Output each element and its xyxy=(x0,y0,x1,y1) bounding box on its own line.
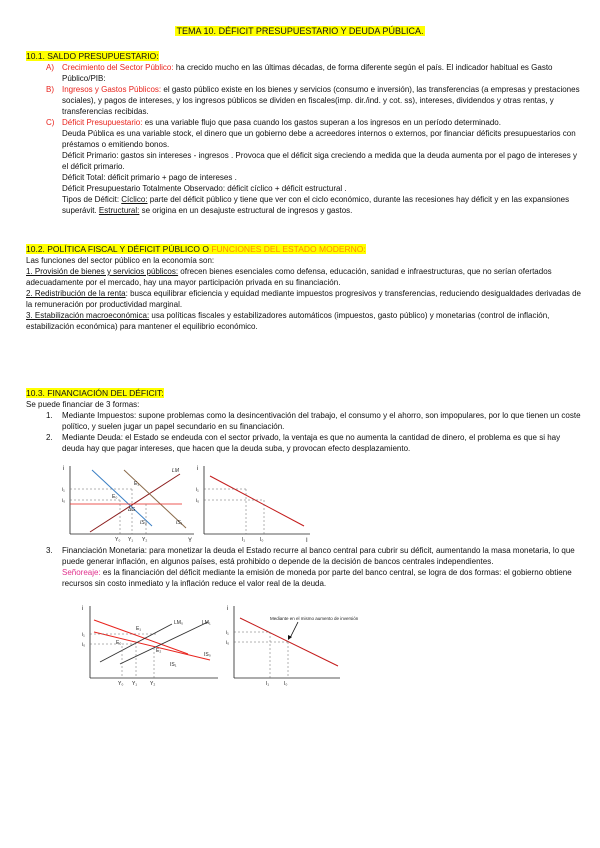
item-b: B) Ingresos y Gastos Públicos: el gasto público existe en los bienes y servicios (consumo e inversión), las transferencias (a empresas y prestaciones sociales), y pagos de intereses, y los ingresos públicos se dividen en fiscales(imp. dir./ind. y cot. ss), intereses, dividendos y otras rentas, y transferencias recibidas. xyxy=(46,85,580,116)
axis-label-i: i xyxy=(82,606,84,612)
deficit-observado-text: Déficit Presupuestario Totalmente Observado: déficit cíclico + déficit estructural . xyxy=(62,184,347,193)
label-lm1: LM₁ xyxy=(202,620,211,626)
section-financiacion-monetaria xyxy=(26,545,582,589)
tipos-deficit-text: Tipos de Déficit: Cíclico: parte del déficit público y tiene que ver con el ciclo económico, durante las recesiones hay déficit y en las expansiones superávit. Estructural: se origina en un desajuste estructural de ingresos y gastos. xyxy=(62,195,570,215)
label-e1: E₁ xyxy=(134,481,140,487)
section-financiacion-deficit xyxy=(26,388,582,454)
label-i1: i₁ xyxy=(82,632,85,638)
label-is0: IS₀ xyxy=(140,520,147,526)
label-I1: I₁ xyxy=(242,537,246,543)
section-politica-fiscal xyxy=(26,244,582,332)
label-i0: i₀ xyxy=(226,640,230,646)
label-I0: I₀ xyxy=(284,681,288,687)
label-dg: ΔG xyxy=(128,507,136,513)
forma-monetaria: 3. Financiación Monetaria: para monetizar la deuda el Estado recurre al banco central para cubrir su déficit, aumentando la masa monetaria, lo que puede generar inflación, en algunos países, está prohibido o depende de la decisión de bancos centrales independientes. xyxy=(46,546,575,566)
label-y0: Y₀ xyxy=(118,681,124,687)
label-i1: i₁ xyxy=(226,630,229,636)
label-i1: i₁ xyxy=(196,487,199,493)
label-i1: i₁ xyxy=(62,487,65,493)
label-e2: E₂ xyxy=(156,648,162,654)
label-e1: E₁ xyxy=(136,626,142,632)
label-is1: IS₁ xyxy=(176,520,183,526)
funcion-1: 1. Provisión de bienes y servicios públicos: ofrecen bienes esenciales como defensa, educación, sanidad e infraestructuras, que no serían ofertados adecuadamente por el mercado, hay una mayor participación privada en su financiación. xyxy=(26,267,552,287)
item-c: C) Déficit Presupuestario: es una variable flujo que pasa cuando los gastos superan a los ingresos en un período determinado. xyxy=(46,118,501,127)
label-is1: IS₁ xyxy=(170,662,177,668)
label-lm0: LM₀ xyxy=(174,620,184,626)
islm-monetaria-graph xyxy=(80,602,220,688)
label-y2: Y₂ xyxy=(150,681,156,687)
label-y1: Y₁ xyxy=(132,681,138,687)
investment-curve xyxy=(210,476,304,526)
label-y0: Y₀ xyxy=(115,537,121,543)
label-I1: I₁ xyxy=(266,681,270,687)
label-I0: I₀ xyxy=(260,537,264,543)
label-i0: i₀ xyxy=(82,642,86,648)
axis-label-i: i xyxy=(227,606,229,612)
forma-impuestos: 1. Mediante Impuestos: supone problemas como la desincentivación del trabajo, el consumo y el ahorro, son impopulares, por lo que tienen un coste político, y suelen jugar un papel secundario en su financiación. xyxy=(46,411,581,431)
islm-deuda-graph xyxy=(62,462,199,544)
inversion-graph-monetaria xyxy=(226,602,359,688)
label-y1: Y₁ xyxy=(128,537,134,543)
label-y2: Y₂ xyxy=(142,537,148,543)
annotation-note: Mediante en el mismo aumento de inversión xyxy=(270,616,359,621)
axis-label-y: Y xyxy=(188,538,193,544)
inversion-graph-deuda xyxy=(196,462,314,544)
forma-deuda: 2. Mediante Deuda: el Estado se endeuda con el sector privado, la ventaja es que no aumenta la cantidad de dinero, el problema es que si hay deuda hay que pagar intereses, que hacen que la deuda suba, y provocan efecto desplazamiento. xyxy=(46,433,561,453)
annotation-arrow xyxy=(290,622,298,638)
label-is0: IS₀ xyxy=(204,652,211,658)
axis-label-investment: I xyxy=(306,538,308,544)
funciones-intro: Las funciones del sector público en la economía son: xyxy=(26,256,215,265)
deuda-publica-text: Deuda Pública es una variable stock, el dinero que un gobierno debe a acreedores internos o externos, por financiar déficits presupuestarios con préstamos o emitiendo bonos. xyxy=(62,129,576,149)
section-heading: 10.1. SALDO PRESUPUESTARIO: xyxy=(26,51,159,61)
document-title: TEMA 10. DÉFICIT PRESUPUESTARIO Y DEUDA PÚBLICA. xyxy=(176,26,424,36)
section-saldo-presupuestario xyxy=(26,51,582,216)
label-i0: i₀ xyxy=(196,498,200,504)
label-i0: i₀ xyxy=(62,498,66,504)
financiacion-intro: Se puede financiar de 3 formas: xyxy=(26,400,140,409)
funcion-3: 3. Estabilización macroeconómica: usa políticas fiscales y estabilizadores automáticos (impuestos, gasto público) y monetarias (control de inflación, estabilización económica) para mantener el equilibrio económico. xyxy=(26,311,550,331)
axis-label-i: i xyxy=(63,466,65,472)
deficit-total-text: Déficit Total: déficit primario + pago de intereses . xyxy=(62,173,237,182)
label-e0: E₀ xyxy=(112,494,118,500)
item-a: A) Crecimiento del Sector Público: ha crecido mucho en las últimas décadas, de forma diferente según el país. El indicador habitual es Gasto Público/PIB: xyxy=(46,63,553,83)
label-lm: LM xyxy=(172,468,179,474)
axis-label-i: i xyxy=(197,466,199,472)
label-e0: E₀ xyxy=(116,640,122,646)
section-heading: 10.2. POLÍTICA FISCAL Y DÉFICIT PÚBLICO O FUNCIONES DEL ESTADO MODERNO: xyxy=(26,244,366,254)
section-heading: 10.3. FINANCIACIÓN DEL DÉFICIT: xyxy=(26,388,164,398)
deficit-primario-text: Déficit Primario: gastos sin intereses - ingresos . Provoca que el déficit siga creciendo a medida que la deuda aumenta por el pago de intereses y el déficit primario. xyxy=(62,151,577,171)
senoreaje-text: Señoreaje: es la financiación del déficit mediante la emisión de moneda por parte del banco central, se logra de dos formas: el gobierno obtiene recursos sin costo inmediato y la inflación reduce el valor real de la deuda. xyxy=(62,568,572,588)
funcion-2: 2. Redistribución de la renta: busca equilibrar eficiencia y equidad mediante impuestos progresivos y transferencias, reduciendo desigualdades derivadas de la remuneración por productividad marginal. xyxy=(26,289,582,309)
